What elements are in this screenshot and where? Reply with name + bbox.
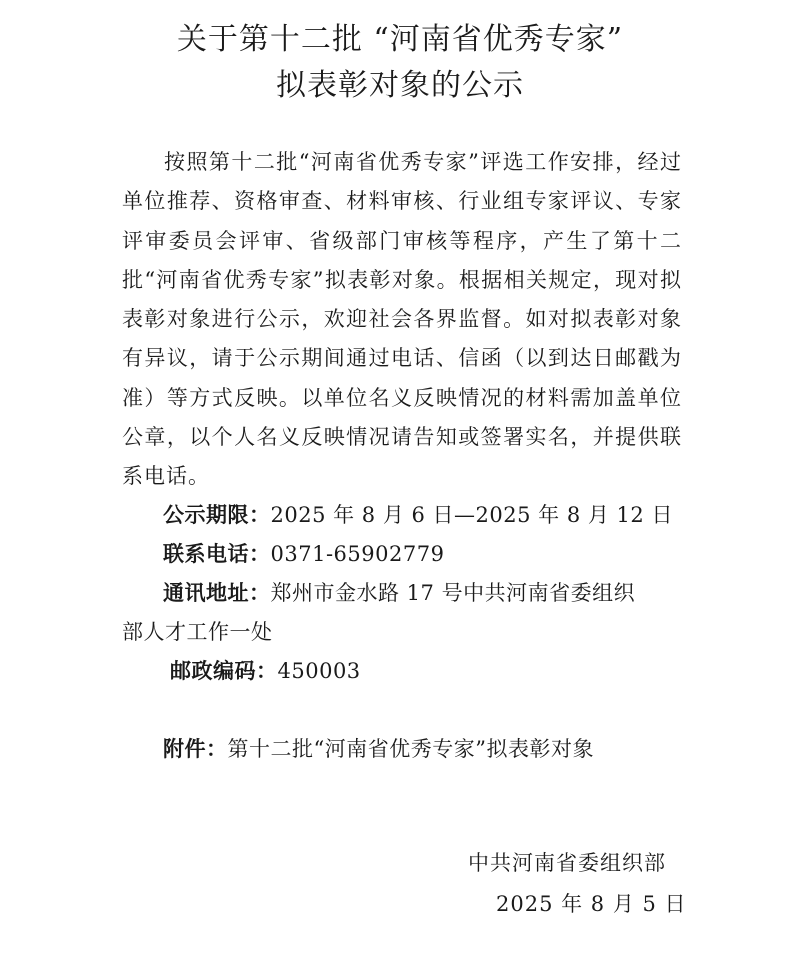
attachment — [163, 734, 594, 764]
attachment-label: 附件： — [163, 737, 228, 761]
signature-date: 2025 年 8 月 5 日 — [496, 892, 687, 916]
mailing-address-value-line-2: 部人才工作一处 — [122, 620, 273, 644]
postal-code-value: 450003 — [277, 659, 361, 683]
contact-phone-label: 联系电话： — [163, 542, 271, 566]
postal-code-label: 邮政编码： — [170, 659, 278, 683]
notice-period-value: 2025 年 8 月 6 日—2025 年 8 月 12 日 — [270, 503, 673, 527]
postal-code — [170, 656, 361, 686]
title-line-1: 关于第十二批 “河南省优秀专家” — [176, 22, 624, 57]
signature-organization: 中共河南省委组织部 — [468, 851, 666, 875]
body-paragraph: 按照第十二批“河南省优秀专家”评选工作安排，经过单位推荐、资格审查、材料审核、行业组专家评议、专家评审委员会评审、省级部门审核等程序，产生了第十二批“河南省优秀专家”拟表彰对象。根据相关规定，现对拟表彰对象进行公示，欢迎社会各界监督。如对拟表彰对象有异议，请于公示期间通过电话、信函（以到达日邮戳为准）等方式反映。以单位名义反映情况的材料需加盖单位公章，以个人名义反映情况请告知或签署实名，并提供联系电话。 — [122, 150, 682, 489]
mailing-address — [163, 578, 635, 608]
mailing-address-value-line-1: 郑州市金水路 17 号中共河南省委组织 — [270, 581, 636, 605]
mailing-address-label: 通讯地址： — [163, 581, 271, 605]
mailing-address-continued — [122, 617, 273, 647]
contact-phone-value: 0371-65902779 — [270, 542, 445, 566]
notice-period-label: 公示期限： — [163, 503, 271, 527]
title-line-2: 拟表彰对象的公示 — [276, 68, 524, 103]
contact-phone — [163, 539, 444, 569]
attachment-value: 第十二批“河南省优秀专家”拟表彰对象 — [227, 737, 594, 761]
notice-period — [163, 500, 673, 530]
